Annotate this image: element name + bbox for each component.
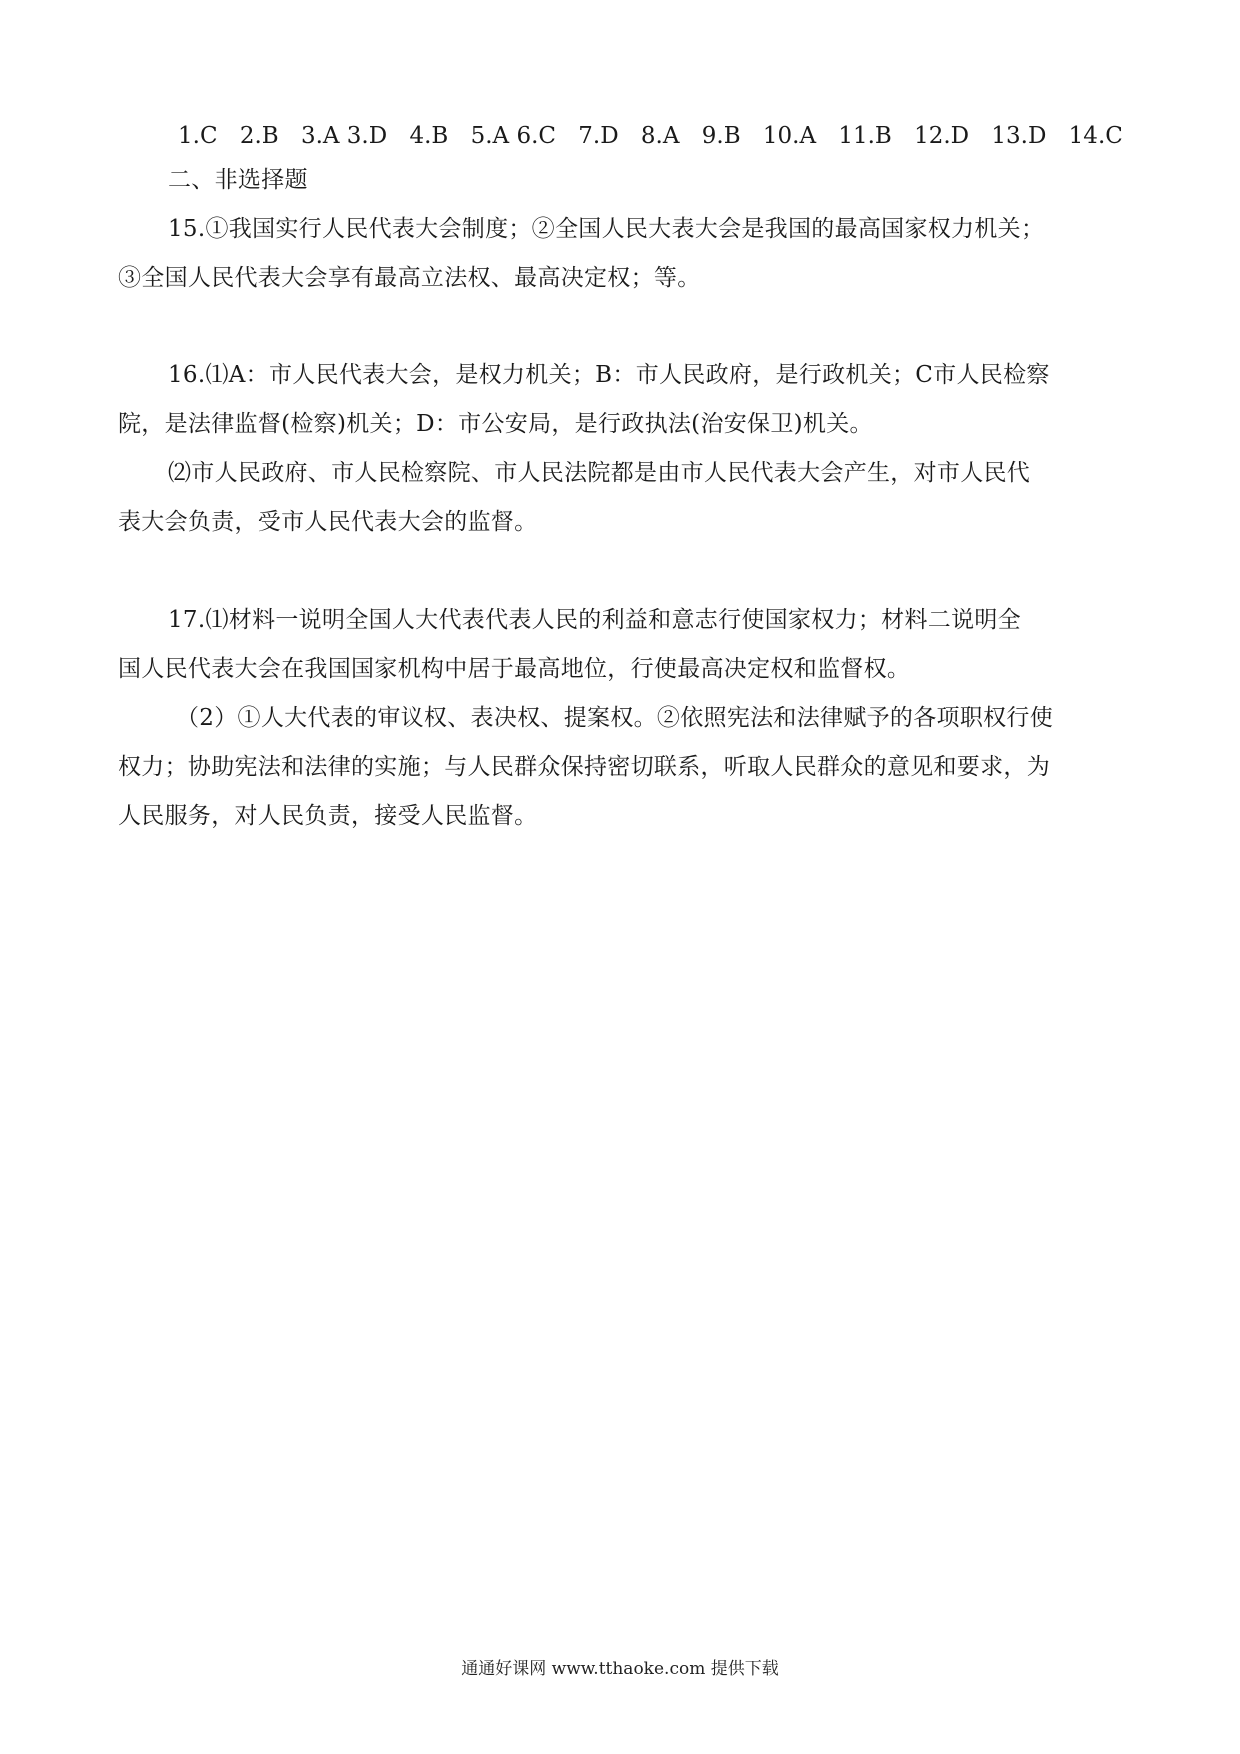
- answer-item: 5.A 6.C: [470, 123, 556, 149]
- q16-line: 16.⑴A：市人民代表大会，是权力机关；B：市人民政府，是行政机关；C市人民检察: [168, 362, 1050, 388]
- multiple-choice-answer-row: [178, 121, 1123, 151]
- answer-item: 13.D: [991, 123, 1047, 149]
- answer-item: 12.D: [914, 123, 970, 149]
- answer-item: 11.B: [838, 123, 892, 149]
- q15-line: ③全国人民代表大会享有最高立法权、最高决定权；等。: [118, 265, 701, 291]
- answer-item: 2.B: [239, 123, 279, 149]
- answer-item: 4.B: [409, 123, 449, 149]
- q17-line: 人民服务，对人民负责，接受人民监督。: [118, 803, 538, 829]
- q17-line: 国人民代表大会在我国国家机构中居于最高地位，行使最高决定权和监督权。: [118, 656, 911, 682]
- answer-item: 7.D: [578, 123, 619, 149]
- q16-line: 表大会负责，受市人民代表大会的监督。: [118, 509, 538, 535]
- q15-line: 15.①我国实行人民代表大会制度；②全国人民大表大会是我国的最高国家权力机关；: [168, 216, 1045, 242]
- answer-item: 8.A: [640, 123, 680, 149]
- section-heading: 二、非选择题: [168, 167, 308, 193]
- answer-item: 10.A: [762, 123, 817, 149]
- answer-item: 1.C: [178, 123, 218, 149]
- page-footer: 通通好课网 www.tthaoke.com 提供下载: [461, 1659, 779, 1679]
- answer-item: 3.A 3.D: [300, 123, 388, 149]
- q17-line: 17.⑴材料一说明全国人大代表代表人民的利益和意志行使国家权力；材料二说明全: [168, 607, 1021, 633]
- q17-line: 权力；协助宪法和法律的实施；与人民群众保持密切联系，听取人民群众的意见和要求，为: [118, 754, 1050, 780]
- q17-line: （2）①人大代表的审议权、表决权、提案权。②依照宪法和法律赋予的各项职权行使: [176, 705, 1054, 731]
- answer-item: 9.B: [701, 123, 741, 149]
- answer-item: 14.C: [1068, 123, 1123, 149]
- q16-line: 院，是法律监督(检察)机关；D：市公安局，是行政执法(治安保卫)机关。: [118, 411, 873, 437]
- q16-line: ⑵市人民政府、市人民检察院、市人民法院都是由市人民代表大会产生，对市人民代: [168, 460, 1031, 486]
